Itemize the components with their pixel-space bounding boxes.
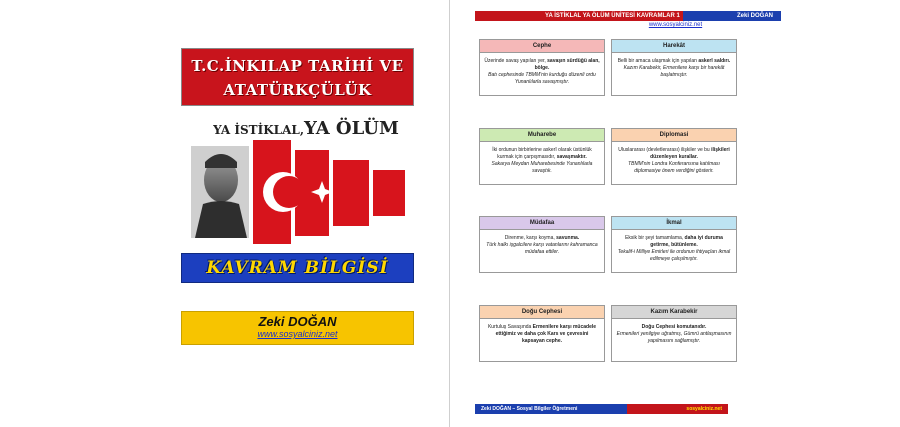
concept-card-definition: [480, 319, 604, 345]
author-box: [181, 311, 414, 345]
footer-website[interactable]: sosyalciniz.net: [686, 406, 722, 412]
concept-card-title: Muharebe: [480, 129, 604, 142]
concept-card: [611, 305, 737, 362]
cover-title-line2: ATATÜRKÇÜLÜK: [223, 81, 372, 99]
collage-image: [191, 140, 413, 246]
header-bar: [475, 11, 781, 21]
example-sentence: Türk halkı işgalcilere karşı vatanlarını kahramanca müdafaa ettiler.: [486, 242, 598, 255]
definition-text: Eksik bir şeyi tamamlama,: [625, 235, 684, 241]
header-website-link[interactable]: www.sosyalciniz.net: [648, 22, 703, 28]
concept-card: [479, 216, 605, 273]
concept-card: [479, 305, 605, 362]
concept-card: [611, 39, 737, 96]
author-name: Zeki DOĞAN: [258, 314, 337, 329]
concept-card-title: Cephe: [480, 40, 604, 53]
portrait-coat: [195, 201, 247, 238]
cover-title: [181, 48, 414, 106]
concept-card-title: Doğu Cephesi: [480, 306, 604, 319]
concept-card-definition: [612, 319, 736, 345]
definition-key-term: savaşın sürdüğü alan, bölge.: [534, 58, 600, 71]
definition-key-term: daha iyi duruma getirme, bütünleme.: [650, 235, 723, 248]
definition-key-term: savaşmaktır.: [555, 154, 587, 160]
concept-card: [611, 128, 737, 185]
concept-card-title: Müdafaa: [480, 217, 604, 230]
example-sentence: Batı cephesinde TBMM'nin kurduğu düzenli ordu Yunanlılarla savaşmıştır.: [488, 72, 596, 85]
cover-page: [0, 0, 449, 427]
concept-card-title: İkmal: [612, 217, 736, 230]
example-sentence: Ermenileri yenilgiye uğratmış, Gümrü antlaşmasının yapılmasını sağlamıştır.: [616, 331, 732, 344]
concept-card-definition: [612, 53, 736, 79]
concept-card-title: Harekât: [612, 40, 736, 53]
author-website-link[interactable]: www.sosyalciniz.net: [257, 329, 338, 339]
concept-card-title: Diplomasi: [612, 129, 736, 142]
header-author: Zeki DOĞAN: [736, 13, 773, 19]
example-sentence: Kazım Karabekir, Ermenilere karşı bir harekât başlatmıştır.: [623, 65, 725, 78]
concept-card-definition: [480, 53, 604, 86]
definition-key-term: askerî saldırı.: [698, 58, 731, 64]
footer-bar: [475, 404, 728, 414]
definition-key-term: Ermenilere karşı mücadele ettiğimiz ve daha çok Kars ve çevresini kapsayan cephe.: [495, 324, 597, 344]
concept-card: [479, 39, 605, 96]
cover-title-line1: T.C.İNKILAP TARİHİ VE: [191, 57, 404, 75]
definition-text: Üzerinde savaş yapılan yer,: [484, 58, 546, 64]
definition-text: Belli bir amaca ulaşmak için yapılan: [617, 58, 699, 64]
concept-card-definition: [612, 230, 736, 263]
concept-card-definition: [612, 142, 736, 175]
example-sentence: Tekalif-i Milliye Emirleri ile ordunun ihtiyaçları ikmal edilmeye çalışılmıştır.: [617, 249, 731, 262]
page-divider: [449, 0, 450, 427]
header-title: YA İSTİKLAL YA ÖLÜM ÜNİTESİ KAVRAMLAR 1: [545, 13, 680, 19]
flag-panel-4: [373, 170, 405, 216]
concept-card: [479, 128, 605, 185]
concepts-page: [451, 0, 900, 427]
flag-panel-3: [333, 160, 369, 226]
definition-key-term: Doğu Cephesi komutanıdır.: [641, 324, 707, 330]
slogan-part2: YA ÖLÜM: [304, 118, 399, 139]
concept-card-title: Kazım Karabekir: [612, 306, 736, 319]
concept-banner: KAVRAM BİLGİSİ: [181, 253, 414, 283]
ataturk-flag-collage: [191, 140, 413, 246]
definition-key-term: ilişkileri düzenleyen kurallar.: [650, 147, 730, 160]
definition-text: Kurtuluş Savaşında: [487, 324, 532, 330]
slogan-part1: YA İSTİKLAL,: [213, 123, 304, 137]
example-sentence: TBMM'nin Londra Konferansına katılması diplomasiye önem verdiğini gösterir.: [628, 161, 720, 174]
definition-text: İki ordunun birbirlerine askerî olarak üstünlük kurmak için çarpışmasıdır,: [492, 147, 592, 160]
definition-key-term: savunma.: [554, 235, 580, 241]
crescent-inner: [273, 176, 305, 208]
footer-author: Zeki DOĞAN – Sosyal Bilgiler Öğretmeni: [481, 406, 578, 412]
definition-text: Uluslararası (devletlerarası) ilişkiler ve bu: [618, 147, 710, 153]
concept-card-definition: [480, 230, 604, 256]
slogan: [196, 118, 416, 139]
concept-card: [611, 216, 737, 273]
definition-text: Direnme, karşı koyma,: [504, 235, 555, 241]
example-sentence: Sakarya Meydan Muharebesinde Yunanlılarla savaştık.: [491, 161, 593, 174]
concept-card-definition: [480, 142, 604, 175]
